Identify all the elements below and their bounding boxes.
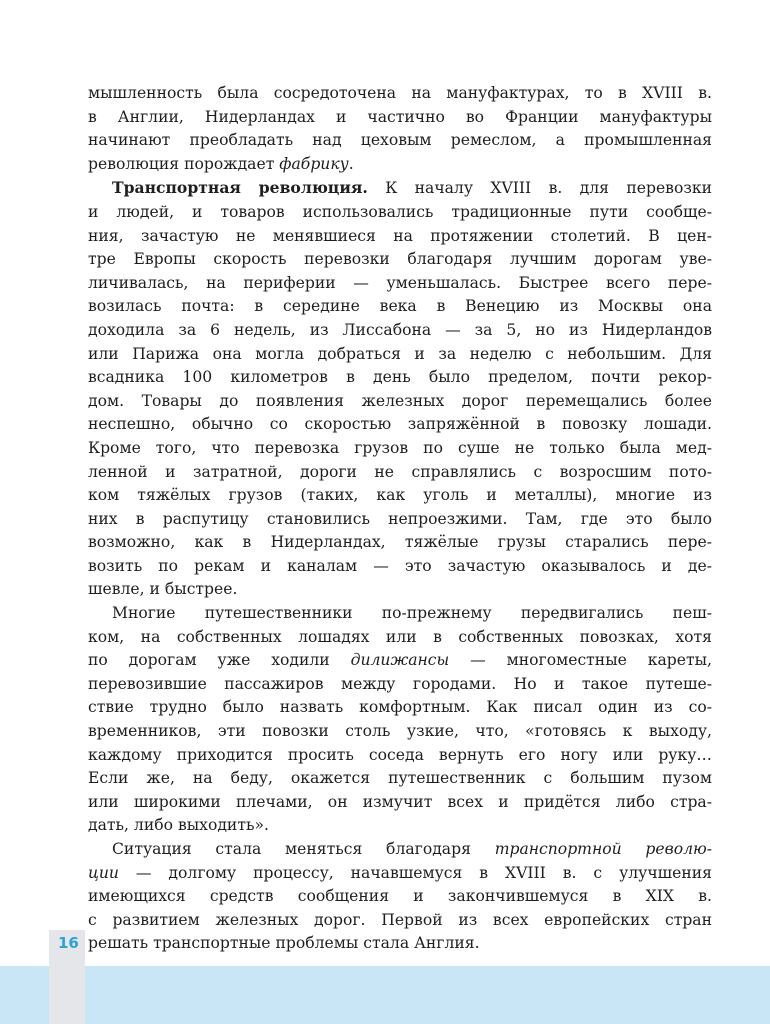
text-fragment: по дорогам уже ходили (88, 651, 351, 670)
text-line: перевозившие пассажиров между городами. Но и такое путеше- (88, 674, 712, 693)
text-fragment: . (348, 154, 354, 173)
text-line: Если же, на беду, окажется путешественник с большим пузом (88, 769, 712, 788)
text-line: начинают преобладать над цеховым ремеслом, а промышленная (88, 131, 712, 150)
text-line: неспешно, обычно со скоростью запряжённой в повозку лошади. (88, 415, 712, 434)
term-transport-revolution-end: ции (88, 863, 119, 882)
text-line: ком тяжёлых грузов (таких, как уголь и металлы), многие из (88, 486, 712, 505)
text-line: ствие трудно было назвать комфортным. Как писал один из со- (88, 698, 712, 717)
text-line: дать, либо выходить». (88, 816, 269, 835)
text-line: шевле, и быстрее. (88, 580, 238, 599)
text-fragment: Ситуация стала меняться благодаря (112, 840, 495, 858)
text-line: мышленность была сосредоточена на мануфактурах, то в XVIII в. (88, 84, 712, 102)
term-fabrika: фабрику (279, 154, 349, 173)
text-line: тре Европы скорость перевозки благодаря лучшим дорогам уве- (88, 250, 712, 269)
text-fragment: — многоместные кареты, (449, 651, 712, 670)
text-fragment: революция порождает (88, 154, 280, 173)
page-number: 16 (58, 934, 79, 952)
text-line (88, 176, 712, 201)
bottom-color-band (0, 966, 770, 1024)
text-line: возить по рекам и каналам — это зачастую оказывалось и де- (88, 556, 712, 575)
text-line: каждому приходится просить соседа вернуть его ногу или руку… (88, 745, 712, 764)
text-line: имеющихся средств сообщения и закончившемуся в XIX в. (88, 887, 712, 906)
text-line: доходила за 6 недель, из Лиссабона — за 5, но из Нидерландов (88, 320, 712, 339)
text-line: и людей, и товаров использовались традиционные пути сообще- (88, 202, 712, 221)
text-line: в Англии, Нидерландах и частично во Франции мануфактуры (88, 107, 712, 126)
text-line (88, 649, 712, 673)
text-line: возможно, как в Нидерландах, тяжёлые грузы старались пере- (88, 533, 712, 552)
text-line: всадника 100 километров в день было пределом, почти рекор- (88, 368, 712, 387)
text-line: или Парижа она могла добраться и за неделю с небольшим. Для (88, 344, 712, 363)
text-line (88, 862, 712, 886)
text-line: возилась почта: в середине века в Венецию из Москвы она (88, 297, 712, 316)
body-text (88, 82, 712, 956)
text-line: ния, зачастую не менявшиеся на протяжении столетий. В цен- (88, 226, 712, 245)
text-line: личивалась, на периферии — уменьшалась. Быстрее всего пере- (88, 273, 712, 292)
term-transport-revolution: транспортной револю- (494, 840, 713, 858)
text-line: Многие путешественники по-прежнему передвигались пеш- (112, 604, 712, 623)
text-line: Кроме того, что перевозка грузов по суше не только была мед- (88, 438, 712, 457)
text-line: дом. Товары до появления железных дорог перемещались более (88, 391, 712, 410)
text-fragment: — долгому процессу, начавшемуся в XVIII в. с улучшения (118, 863, 712, 882)
text-line: решать транспортные проблемы стала Англия. (88, 934, 480, 953)
text-line (88, 838, 712, 862)
section-heading: Транспортная революция. (112, 178, 368, 198)
term-dilizhansy: дилижансы (350, 651, 450, 670)
text-line (88, 153, 712, 177)
text-line: с развитием железных дорог. Первой из всех европейских стран (88, 910, 712, 929)
text-line: или широкими плечами, он измучит всех и придётся либо стра- (88, 792, 712, 811)
text-line: временников, эти повозки столь узкие, что, «готовясь к выходу, (88, 722, 712, 741)
text-line: них в распутицу становились непроезжими. Там, где это было (88, 509, 712, 528)
text-fragment: К началу XVIII в. для перевозки (367, 179, 712, 198)
text-line: ленной и затратной, дороги не справлялись с возросшим пото- (88, 462, 712, 481)
text-line: ком, на собственных лошадях или в собственных повозках, хотя (88, 627, 712, 646)
